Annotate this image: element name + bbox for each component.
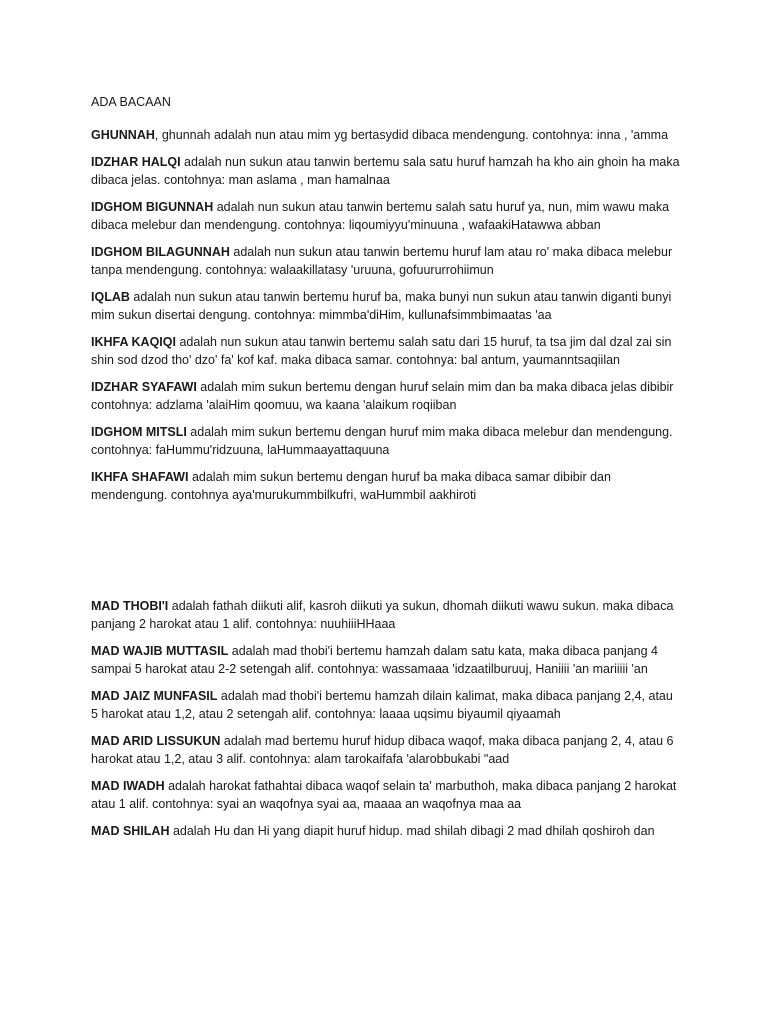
rule-description: adalah Hu dan Hi yang diapit huruf hidup. mad shilah dibagi 2 mad dhilah qoshiroh dan [169,824,655,838]
rule-description: , ghunnah adalah nun atau mim yg bertasydid dibaca mendengung. contohnya: inna , 'amma [154,128,669,142]
rule-paragraph [91,822,681,840]
rule-description: adalah nun sukun atau tanwin bertemu huruf ba, maka bunyi nun sukun atau tanwin diganti bunyi mim sukun disertai dengung. contohnya: mimmba'diHim, kullunafsimmbimaatas 'aa [91,290,672,322]
rule-description: adalah mad thobi'i bertemu hamzah dalam satu kata, maka dibaca panjang 4 sampai 5 harokat atau 2-2 setengah alif. contohnya: wassamaaa 'idzaatilburuuj, Haniiii 'an mariiiii 'an [91,644,659,676]
section-nun-mim-rules [91,126,681,504]
rule-paragraph [91,468,681,504]
rule-term: IDGHOM BILAGUNNAH [91,245,230,259]
rule-paragraph [91,732,681,768]
rule-description: adalah nun sukun atau tanwin bertemu salah satu huruf ya, nun, mim wawu maka dibaca melebur dan mendengung. contohnya: liqoumiyyu'minuuna , wafaakiHatawwa abban [91,200,670,232]
rule-description: adalah mim sukun bertemu dengan huruf mim maka dibaca melebur dan mendengung. contohnya: faHummu'ridzuuna, laHummaayattaquuna [91,425,673,457]
rule-paragraph [91,333,681,369]
rule-term: IKHFA SHAFAWI [91,470,189,484]
rule-description: adalah harokat fathahtai dibaca waqof selain ta' marbuthoh, maka dibaca panjang 2 harokat atau 1 alif. contohnya: syai an waqofnya syai aa, maaaa an waqofnya maa aa [91,779,677,811]
rule-paragraph [91,288,681,324]
rule-paragraph [91,126,681,144]
rule-term: IKHFA KAQIQI [91,335,176,349]
rule-term: MAD JAIZ MUNFASIL [91,689,218,703]
rule-term: MAD IWADH [91,779,165,793]
rule-description: adalah nun sukun atau tanwin bertemu sala satu huruf hamzah ha kho ain ghoin ha maka dibaca jelas. contohnya: man aslama , man hamalnaa [91,155,680,187]
rule-paragraph [91,243,681,279]
rule-paragraph [91,687,681,723]
rule-term: MAD THOBI'I [91,599,169,613]
rule-paragraph [91,777,681,813]
rule-description: adalah nun sukun atau tanwin bertemu salah satu dari 15 huruf, ta tsa jim dal dzal zai sin shin sod dzod tho' dzo' fa' kof kaf. maka dibaca samar. contohnya: bal antum, yaumanntsaqiilan [91,335,672,367]
rule-term: MAD ARID LISSUKUN [91,734,221,748]
rule-term: IDGHOM MITSLI [91,425,187,439]
rule-term: MAD SHILAH [91,824,170,838]
rule-term: MAD WAJIB MUTTASIL [91,644,229,658]
section-gap [91,513,681,597]
rule-term: IDZHAR SYAFAWI [91,380,197,394]
rule-paragraph [91,423,681,459]
rule-term: IDGHOM BIGUNNAH [91,200,214,214]
section-mad-rules [91,597,681,840]
rule-description: adalah mim sukun bertemu dengan huruf ba maka dibaca samar dibibir dan mendengung. contohnya aya'murukummbilkufri, waHummbil aakhiroti [91,470,611,502]
rule-paragraph [91,642,681,678]
rule-paragraph [91,378,681,414]
rule-description: adalah mad thobi'i bertemu hamzah dilain kalimat, maka dibaca panjang 2,4, atau 5 harokat atau 1,2, atau 2 setengah alif. contohnya: laaaa uqsimu biyaumil qiyaamah [91,689,673,721]
rule-description: adalah mad bertemu huruf hidup dibaca waqof, maka dibaca panjang 2, 4, atau 6 harokat atau 1,2, atau 3 alif. contohnya: alam tarokaifafa 'alarobbukabi "aad [91,734,674,766]
rule-term: IDZHAR HALQI [91,155,181,169]
document-title: ADA BACAAN [91,95,171,109]
rule-description: adalah fathah diikuti alif, kasroh diikuti ya sukun, dhomah diikuti wawu sukun. maka dibaca panjang 2 harokat atau 1 alif. contohnya: nuuhiiiHHaaa [91,599,674,631]
rule-paragraph [91,597,681,633]
rule-paragraph [91,153,681,189]
rule-description: adalah nun sukun atau tanwin bertemu huruf lam atau ro' maka dibaca melebur tanpa mendengung. contohnya: walaakillatasy 'uruuna, gofuururrohiimun [91,245,673,277]
rule-term: IQLAB [91,290,130,304]
rule-term: GHUNNAH [91,128,155,142]
document-content [91,93,681,849]
rule-description: adalah mim sukun bertemu dengan huruf selain mim dan ba maka dibaca jelas dibibir contohnya: adzlama 'alaiHim qoomuu, wa kaana 'alaikum roqiiban [91,380,674,412]
rule-paragraph [91,198,681,234]
